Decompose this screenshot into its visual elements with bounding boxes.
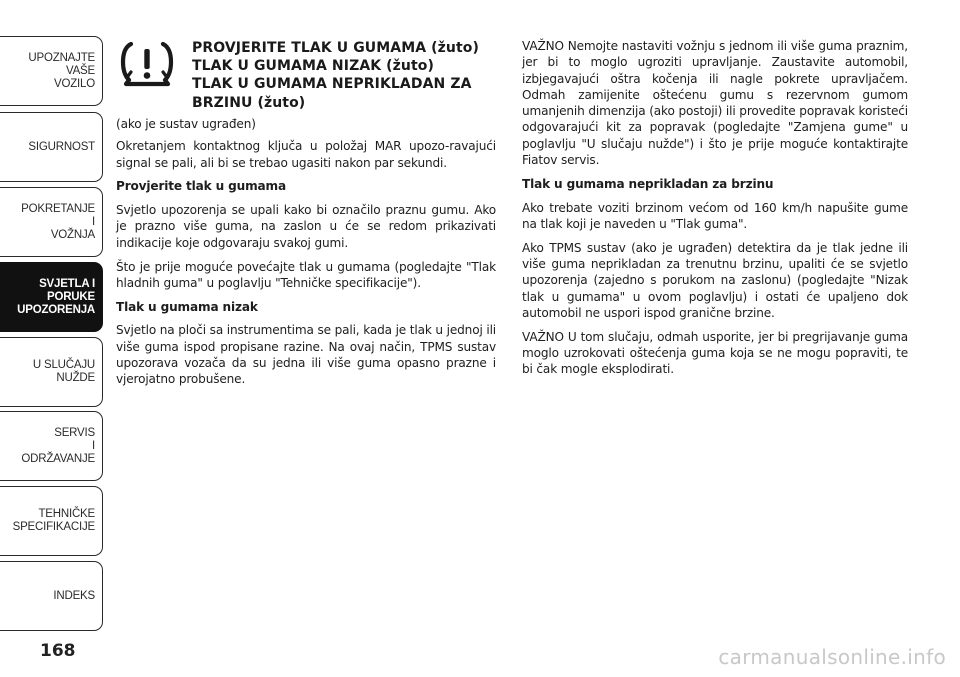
- watermark: carmanualsonline.info: [718, 645, 946, 669]
- paragraph: VAŽNO Nemojte nastaviti vožnju s jednom ili više guma praznim, jer bi to moglo ugroziti upravljanje. Zaustavite automobil, izbjegavajući oštra kočenja ili nagle pokrete upravljačem. Odmah zamijenite oštećenu gumu s rezervnom gumom umanjenih dimenzija (ako postoji) ili provedite popravak koristeći odgovarajući kit za popravak (pogledajte "Zamjena gume" u poglavlju "U slučaju nužde") i što je prije moguće kontaktirajte Fiatov servis.: [522, 39, 908, 168]
- chapter-tabs: [0, 0, 104, 677]
- heading-line: BRZINU (žuto): [192, 94, 306, 111]
- paragraph: Svjetlo upozorenja se upali kako bi označilo praznu gumu. Ako je prazno više guma, na zaslon u će se redom prikazivati indikacije koje odgovaraju svakoj gumi.: [116, 203, 496, 250]
- tab-label: TEHNIČKE SPECIFIKACIJE: [12, 508, 95, 533]
- heading-line: PROVJERITE TLAK U GUMAMA (žuto): [192, 40, 480, 56]
- tab-u-slucaju-nuzde[interactable]: [0, 337, 103, 407]
- paragraph: Ako TPMS sustav (ako je ugrađen) detektira da je tlak jedne ili više guma neprikladan za trenutnu brzinu, upaliti će se svjetlo upozorenja (zajedno s porukom na zaslonu) (pogledajte "Nizak tlak u gumama" u ovom poglavlju) i ostati će upaljeno dok automobil ne uspori ispod granične brzine.: [522, 240, 908, 320]
- paragraph: Svjetlo na ploči sa instrumentima se pali, kada je tlak u jednoj ili više guma ispod propisane razine. Na ovaj način, TPMS sustav upozorava vozača da su jedna ili više guma opasno prazne i vjerojatno probušene.: [116, 323, 496, 387]
- subheading: Provjerite tlak u gumama: [116, 179, 287, 194]
- section-heading: [192, 39, 502, 112]
- tab-svjetla-i-poruke-upozorenja[interactable]: [0, 262, 103, 332]
- left-column: [116, 116, 496, 395]
- tab-label: SVJETLA I PORUKE UPOZORENJA: [17, 277, 95, 316]
- tab-label: UPOZNAJTE VAŠE VOZILO: [28, 51, 95, 90]
- tab-label: SIGURNOST: [28, 140, 95, 153]
- tab-sigurnost[interactable]: [0, 112, 103, 182]
- tab-label: POKRETANJE I VOŽNJA: [21, 202, 95, 241]
- tab-label: INDEKS: [53, 589, 95, 602]
- page-number: 168: [40, 641, 76, 661]
- tab-label: U SLUČAJU NUŽDE: [32, 359, 95, 384]
- paragraph: VAŽNO U tom slučaju, odmah usporite, jer bi pregrijavanje guma moglo uzrokovati oštećenja guma koja se ne mogu popraviti, te bi čak mogle eksplodirati.: [522, 329, 908, 377]
- tab-upoznajte-vase-vozilo[interactable]: [0, 36, 103, 106]
- tpms-warning-icon: [117, 34, 177, 94]
- tab-servis-i-odrzavanje[interactable]: [0, 411, 103, 481]
- heading-line: TLAK U GUMAMA NEPRIKLADAN ZA: [192, 76, 472, 93]
- subheading: Tlak u gumama neprikladan za brzinu: [522, 176, 774, 191]
- tab-label: SERVIS I ODRŽAVANJE: [21, 426, 95, 465]
- tab-indeks[interactable]: [0, 561, 103, 631]
- heading-line: TLAK U GUMAMA NIZAK (žuto): [192, 58, 434, 75]
- subheading: Tlak u gumama nizak: [116, 299, 258, 314]
- tab-tehnicke-specifikacije[interactable]: [0, 486, 103, 556]
- right-column: [522, 38, 908, 385]
- paragraph: Okretanjem kontaktnog ključa u položaj MAR upozo-ravajući signal se pali, ali bi se trebao ugasiti nakon par sekundi.: [116, 139, 496, 170]
- tab-pokretanje-i-voznja[interactable]: [0, 187, 103, 257]
- paragraph: Ako trebate voziti brzinom većom od 160 km/h napušite gume na tlak koji je naveden u "Tlak guma".: [522, 200, 908, 231]
- paragraph: Što je prije moguće povećajte tlak u gumama (pogledajte "Tlak hladnih guma" u poglavlju "Tehničke specifikacije").: [116, 259, 496, 290]
- paragraph: (ako je sustav ugrađen): [116, 117, 256, 131]
